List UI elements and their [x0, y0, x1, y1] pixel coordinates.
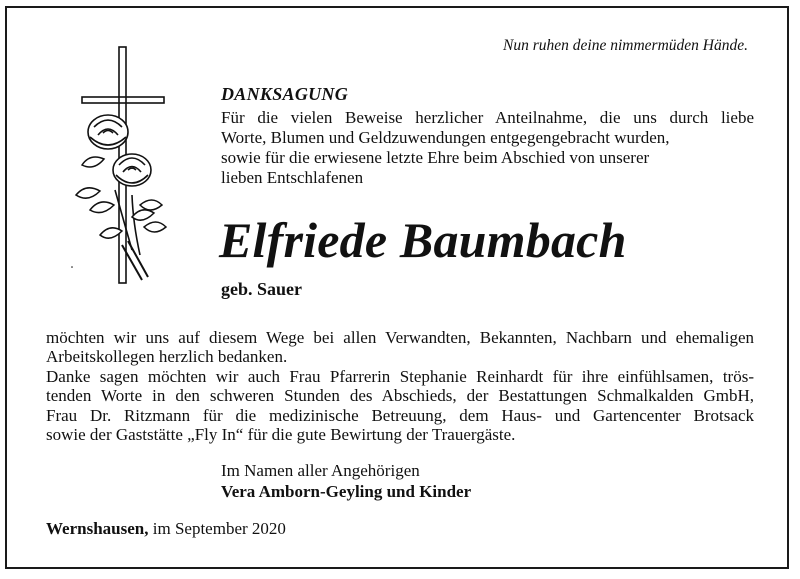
intro-line: lieben Entschlafenen	[221, 168, 364, 187]
intro-line: Worte, Blumen und Geldzuwendungen entgegengebracht wurden,	[221, 128, 670, 147]
signature-preface: Im Namen aller Angehörigen	[221, 461, 420, 480]
body-line: möchten wir uns auf diesem Wege bei allen Verwandten, Bekannten, Nachbarn und ehemaligen	[46, 328, 754, 347]
date: im September 2020	[148, 519, 286, 538]
deceased-name: Elfriede Baumbach	[219, 212, 627, 268]
cross-with-roses-icon	[70, 45, 170, 290]
motto: Nun ruhen deine nimmermüden Hände.	[503, 37, 748, 54]
signature-block	[221, 460, 471, 502]
body-line: sowie der Gaststätte „Fly In“ für die gute Bewirtung der Trauergäste.	[46, 425, 516, 445]
place-date	[46, 519, 286, 539]
heading-danksagung: DANKSAGUNG	[221, 84, 349, 104]
place: Wernshausen,	[46, 519, 149, 538]
intro-line: sowie für die erwiesene letzte Ehre beim Abschied von unserer	[221, 148, 650, 167]
birth-name: geb. Sauer	[221, 279, 302, 299]
body-line: Danke sagen möchten wir auch Frau Pfarrerin Stephanie Reinhardt für ihre einfühlsamen, trös-	[46, 366, 754, 386]
intro-line: Für die vielen Beweise herzlicher Anteilnahme, die uns durch liebe	[221, 108, 754, 127]
body-line: tenden Worte in den schweren Stunden des Abschieds, der Bestattungen Schmalkalden GmbH,	[46, 386, 754, 406]
body-line: Arbeitskollegen herzlich bedanken.	[46, 347, 288, 367]
intro-paragraph	[221, 108, 754, 188]
signature-names: Vera Amborn-Geyling und Kinder	[221, 482, 472, 501]
thanks-paragraph	[46, 328, 754, 444]
body-line: Frau Dr. Ritzmann für die medizinische Betreuung, dem Haus- und Gartencenter Brotsack	[46, 405, 754, 425]
